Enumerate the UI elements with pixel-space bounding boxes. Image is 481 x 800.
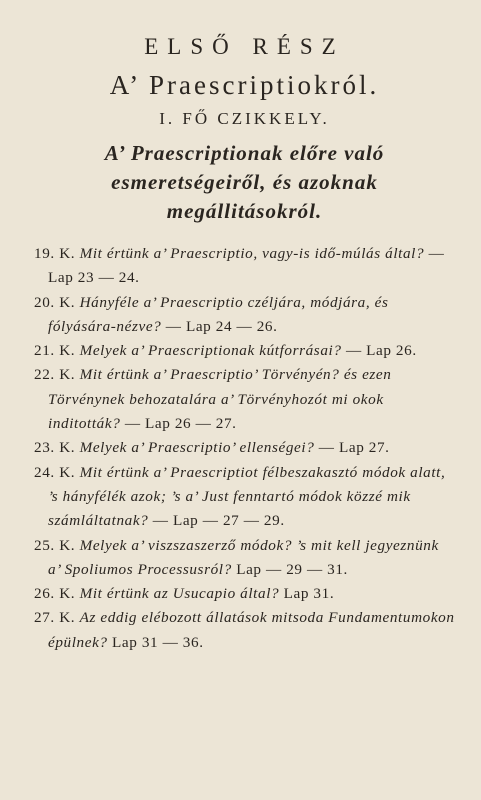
entry-page-ref: Lap 31 — 36. (112, 633, 204, 651)
entry-page-ref: — Lap — 27 — 29. (152, 512, 285, 530)
entry-question: Mit értünk a’ Praescriptio’ Törvényén? és ezen Törvénynek behozatalára a’ Törvényhozót mi okok inditották? (48, 366, 392, 433)
entry-page-ref: — Lap 26. (345, 342, 417, 360)
entry-lead: K. (59, 463, 76, 481)
subtitle-line: esmeretségeiről, és azoknak (111, 170, 378, 194)
entry-lead: K. (59, 585, 76, 603)
entry-number: 22. (34, 366, 55, 384)
entry-page-ref: — Lap 26 — 27. (124, 415, 237, 433)
subtitle-line: A’ Praescriptionak előre való (104, 141, 385, 165)
entry-lead: K. (59, 366, 76, 384)
entry-question: Melyek a’ viszszaszerző módok? ’s mit kell jegyeznünk a’ Spoliumos Processusról? (48, 536, 439, 578)
entry-number: 20. (34, 293, 55, 311)
question-entry (34, 242, 455, 291)
entry-lead: K. (59, 536, 76, 554)
entry-question: Hányféle a’ Praescriptio czéljára, módjára, és fólyására-nézve? (48, 293, 389, 335)
entry-question: Mit értünk a’ Praescriptio, vagy-is idő-múlás által? (79, 245, 425, 262)
entry-lead: K. (59, 293, 76, 311)
entry-question: Melyek a’ Praescriptionak kútforrásai? (79, 342, 342, 360)
part-heading: ELSŐ RÉSZ (144, 34, 345, 59)
entry-number: 24. (34, 463, 55, 481)
entry-number: 23. (34, 439, 55, 457)
entry-question: Az eddig elébozott állatások mitsoda Fundamentumokon épülnek? (48, 609, 455, 651)
question-entry (34, 461, 455, 534)
question-entry (34, 582, 455, 606)
entry-page-ref: — Lap 27. (318, 439, 390, 457)
entry-number: 26. (34, 585, 55, 603)
entry-number: 21. (34, 342, 55, 360)
question-list (34, 242, 455, 655)
question-entry (34, 363, 455, 436)
question-entry (34, 339, 455, 363)
entry-page-ref: Lap — 29 — 31. (236, 560, 348, 578)
entry-number: 19. (34, 245, 55, 262)
question-entry (34, 291, 455, 340)
chapter-subtitle (34, 139, 455, 226)
entry-number: 27. (34, 609, 55, 627)
entry-lead: K. (59, 609, 76, 627)
subtitle-line: megállitásokról. (166, 199, 323, 223)
entry-page-ref: — Lap 24 — 26. (165, 317, 278, 335)
entry-page-ref: Lap 31. (283, 585, 335, 603)
entry-question: Mit értünk a’ Praescriptiot félbeszakasztó módok alatt, ’s hányfélék azok; ’s a’ Just fenntartó módok közzé mik számláltatnak? (48, 463, 446, 530)
entry-question: Melyek a’ Praescriptio’ ellenségei? (79, 439, 315, 457)
entry-lead: K. (59, 342, 76, 360)
entry-question: Mit értünk az Usucapio által? (79, 585, 280, 603)
entry-page-ref: — Lap 23 — 24. (48, 245, 445, 287)
entry-lead: K. (59, 245, 76, 262)
entry-lead: K. (59, 439, 76, 457)
page-title: A’ Praescriptiokról. (109, 70, 380, 100)
question-entry (34, 534, 455, 583)
chapter-heading: I. FŐ CZIKKELY. (159, 109, 330, 128)
question-entry (34, 436, 455, 460)
entry-number: 25. (34, 536, 55, 554)
question-entry (34, 606, 455, 655)
